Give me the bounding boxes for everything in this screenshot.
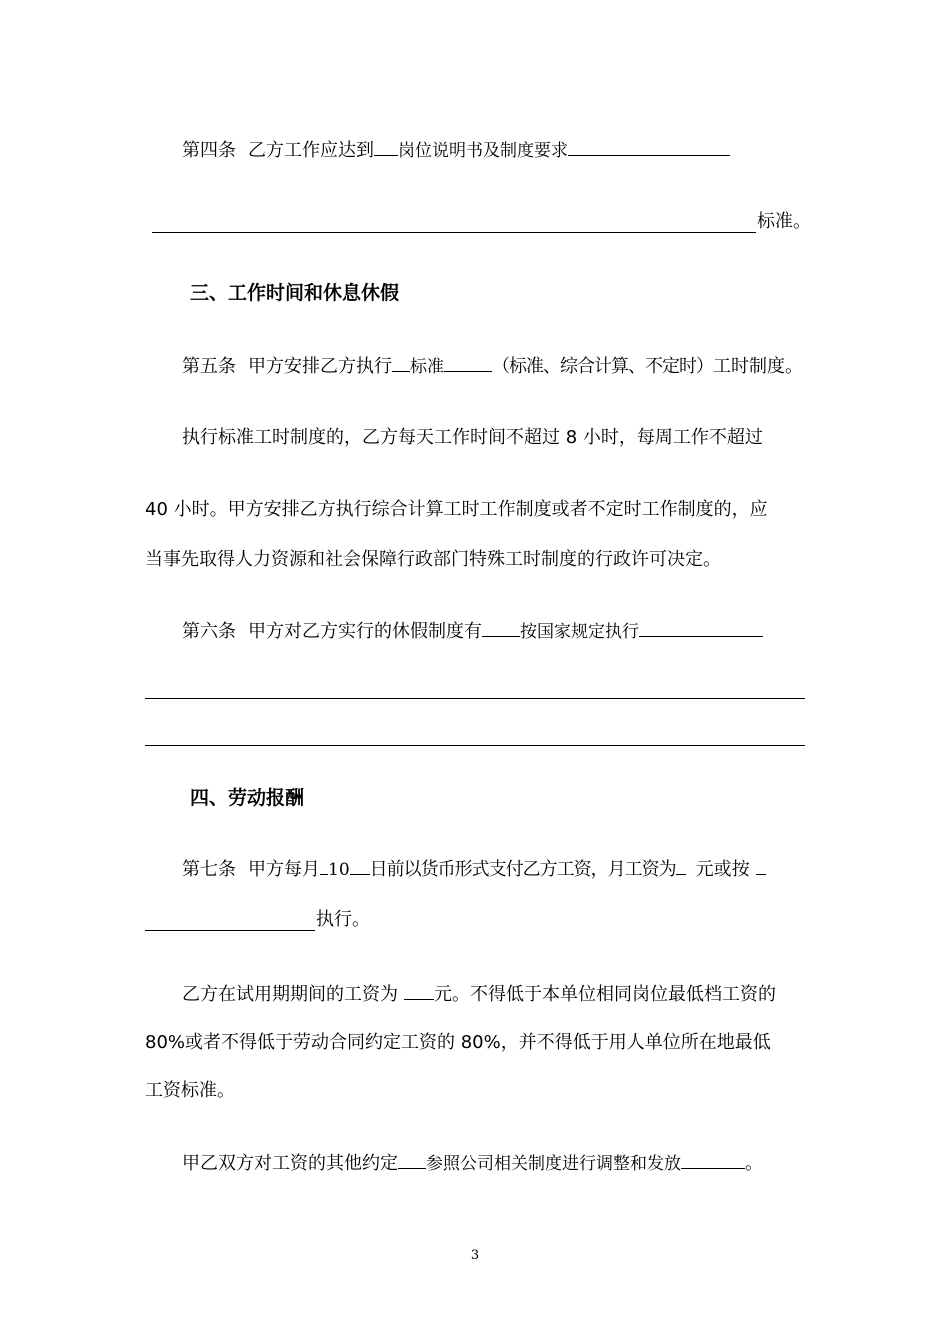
section-3-heading: 三、工作时间和休息休假 [190, 282, 400, 304]
article-6-blank-rule-2 [145, 745, 805, 746]
article-4-blank-rule [152, 232, 756, 233]
article-5-line [182, 355, 803, 379]
article-4-text: 乙方工作应达到 [248, 140, 374, 161]
other-agreement-end: 。 [745, 1153, 763, 1174]
article-7-end: 执行。 [316, 909, 370, 930]
article-7-text-a: 甲方每月 [248, 859, 320, 880]
article-7-text-c: 元或按 [695, 859, 750, 880]
hours-paragraph-line-1: 执行标准工时制度的，乙方每天工作时间不超过 8 小时，每周工作不超过 [182, 427, 763, 448]
article-5-options: （标准、综合计算、不定时） [492, 356, 713, 377]
probation-text-b: 元。不得低于本单位相同岗位最低档工资的 [434, 984, 776, 1005]
article-6-text: 甲方对乙方实行的休假制度有 [248, 621, 482, 642]
section-4-heading: 四、劳动报酬 [190, 787, 305, 809]
article-7-blank-rule [145, 930, 315, 931]
page-number: 3 [470, 1248, 480, 1263]
article-7-text-b: 日前以货币形式支付乙方工资，月工资为 [369, 859, 676, 880]
other-agreement-line [182, 1152, 763, 1176]
article-5-end: 工时制度。 [713, 356, 803, 377]
other-agreement-text: 甲乙双方对工资的其他约定 [182, 1153, 398, 1174]
probation-text-a: 乙方在试用期期间的工资为 [182, 984, 398, 1005]
article-4-line-1 [182, 139, 730, 163]
article-5-label: 第五条 [182, 356, 236, 377]
hours-paragraph-line-2: 40 小时。甲方安排乙方执行综合计算工时工作制度或者不定时工作制度的，应 [145, 499, 768, 520]
article-6-blank-rule-1 [145, 698, 805, 699]
article-6-filled-value: 按国家规定执行 [520, 622, 639, 642]
article-5-filled-value: 标准 [410, 357, 444, 377]
probation-line-3: 工资标准。 [145, 1080, 235, 1101]
probation-line-1 [182, 983, 776, 1007]
article-4-end: 标准。 [757, 211, 811, 232]
probation-line-2: 80%或者不得低于劳动合同约定工资的 80%，并不得低于用人单位所在地最低 [145, 1032, 771, 1053]
article-7-label: 第七条 [182, 859, 236, 880]
article-6-label: 第六条 [182, 621, 236, 642]
article-7-line-1 [182, 858, 766, 882]
other-agreement-filled-value: 参照公司相关制度进行调整和发放 [426, 1154, 681, 1174]
article-6-line [182, 620, 763, 644]
hours-paragraph-line-3: 当事先取得人力资源和社会保障行政部门特殊工时制度的行政许可决定。 [145, 549, 721, 570]
article-7-pay-day: 10 [328, 860, 350, 880]
article-4-label: 第四条 [182, 140, 236, 161]
article-5-text: 甲方安排乙方执行 [248, 356, 392, 377]
article-4-filled-value: 岗位说明书及制度要求 [398, 141, 568, 161]
